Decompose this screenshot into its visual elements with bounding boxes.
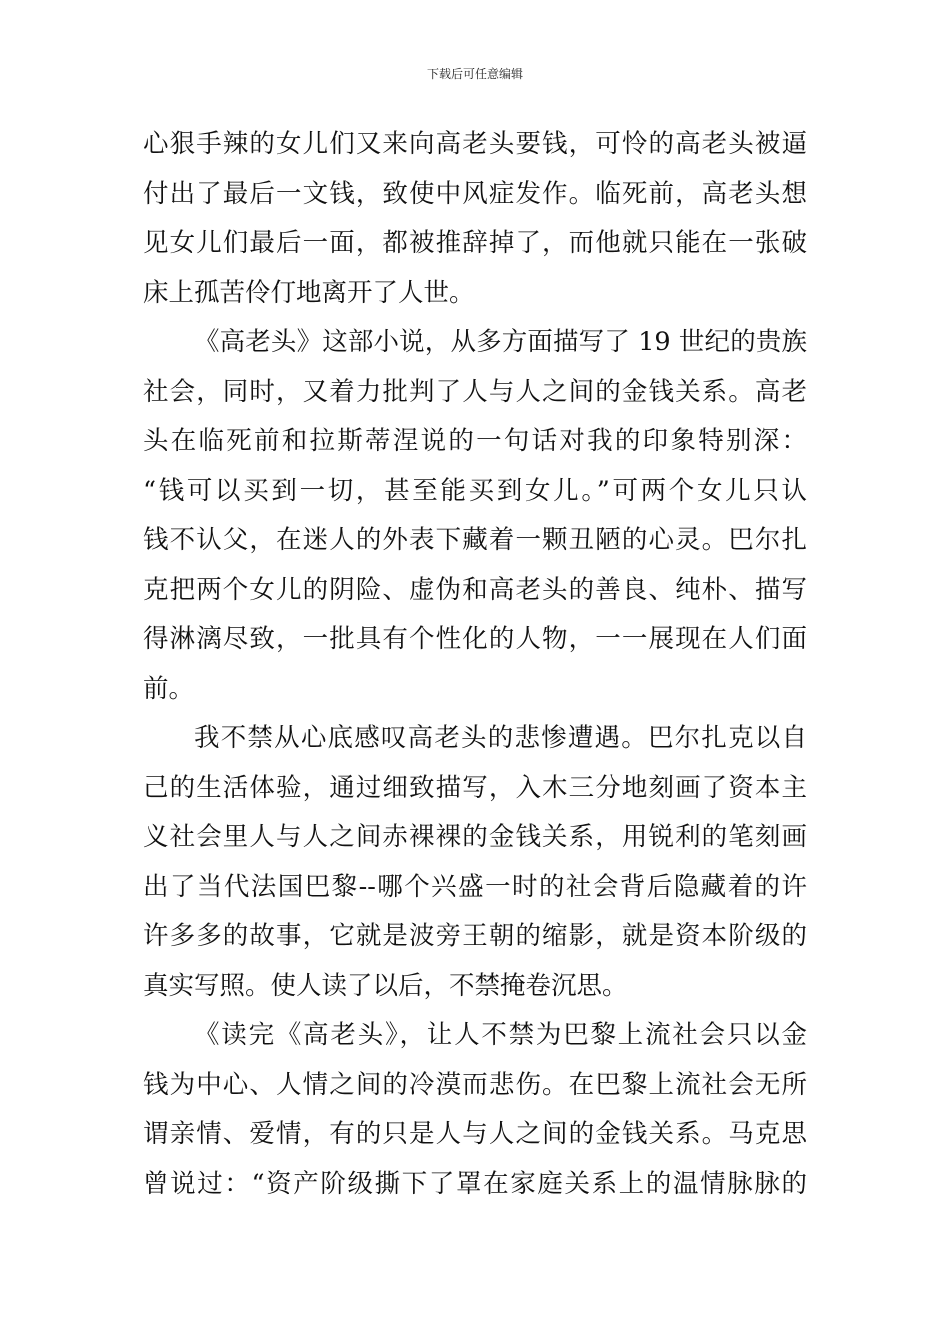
text-line: 见女儿们最后一面，都被推辞掉了，而他就只能在一张破 [143,228,807,258]
text-line: 前。 [143,673,195,704]
text-line: “钱可以买到一切，甚至能买到女儿。”可两个女儿只认 [143,475,807,506]
document-body [143,120,807,1209]
text-line: 谓亲情、爱情，有的只是人与人之间的金钱关系。马克思 [143,1119,807,1149]
text-line: 钱不认父，在迷人的外表下藏着一颗丑陋的心灵。巴尔扎 [143,525,807,555]
text-line: 钱为中心、人情之间的冷漠而悲伤。在巴黎上流社会无所 [143,1069,807,1100]
text-line: 义社会里人与人之间赤裸裸的金钱关系，用锐利的笔刻画 [143,822,807,852]
paragraph-4 [143,1011,807,1209]
text-line: 曾说过：“资产阶级撕下了罩在家庭关系上的温情脉脉的 [143,1168,807,1199]
text-line: 社会，同时，又着力批判了人与人之间的金钱关系。高老 [143,376,807,407]
text-line: 付出了最后一文钱，致使中风症发作。临死前，高老头想 [143,178,807,209]
text-line: 真实写照。使人读了以后，不禁掩卷沉思。 [143,970,628,1001]
text-line: 《读完《高老头》，让人不禁为巴黎上流社会只以金 [194,1020,807,1050]
paragraph-2 [143,318,807,714]
text-line: 许多多的故事，它就是波旁王朝的缩影，就是资本阶级的 [143,921,807,951]
text-line: 克把两个女儿的阴险、虚伪和高老头的善良、纯朴、描写 [143,574,807,605]
text-line: 我不禁从心底感叹高老头的悲惨遭遇。巴尔扎克以自 [194,723,807,753]
text-line: 出了当代法国巴黎--哪个兴盛一时的社会背后隐藏着的许 [143,871,807,902]
page-header: 下载后可任意编辑 [426,67,523,81]
paragraph-1 [143,120,807,318]
text-line: 得淋漓尽致，一批具有个性化的人物，一一展现在人们面 [143,624,807,654]
text-line: 床上孤苦伶仃地离开了人世。 [143,277,475,308]
text-line: 头在临死前和拉斯蒂涅说的一句话对我的印象特别深： [143,426,807,456]
paragraph-3 [143,714,807,1011]
text-line: 《高老头》这部小说，从多方面描写了 19 世纪的贵族 [194,327,807,357]
text-line: 心狠手辣的女儿们又来向高老头要钱，可怜的高老头被逼 [143,129,807,159]
text-line: 己的生活体验，通过细致描写，入木三分地刻画了资本主 [143,772,807,803]
